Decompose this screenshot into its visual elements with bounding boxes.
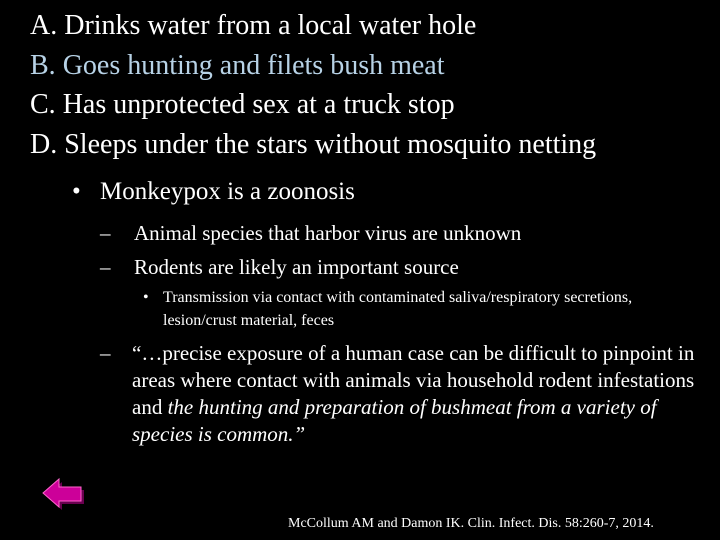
main-bullet-symbol: • <box>72 178 81 205</box>
option-b-text: Goes hunting and filets bush meat <box>55 49 445 81</box>
transmission-bullet <box>143 286 703 332</box>
sub-bullet-2 <box>100 250 521 284</box>
quote-bullet <box>100 340 710 448</box>
option-c-letter: C. <box>30 89 56 120</box>
option-b-letter: B. <box>30 49 56 81</box>
option-d-text: Sleeps under the stars without mosquito netting <box>57 128 597 160</box>
option-d-letter: D. <box>30 128 58 160</box>
sub-bullet-list <box>100 216 521 284</box>
sub-bullet-2-text: Rodents are likely an important source <box>134 255 459 279</box>
quote-text-plain: “…precise exposure of a human case can be difficult to pinpoint in areas where contact with animals via household rodent infestations and <box>132 341 695 419</box>
option-c <box>30 85 596 125</box>
transmission-bullet-symbol: • <box>143 289 149 306</box>
main-bullet-text: Monkeypox is a zoonosis <box>100 178 355 205</box>
sub-bullet-1-text: Animal species that harbor virus are unknown <box>134 221 522 245</box>
left-arrow-icon <box>40 476 88 514</box>
quote-text <box>100 340 710 448</box>
option-a-text: Drinks water from a local water hole <box>57 10 477 41</box>
sub-bullet-1-symbol: – <box>100 221 111 245</box>
back-button[interactable] <box>40 476 88 514</box>
quote-text-italic: the hunting and preparation of bushmeat from a variety of species is common.” <box>132 395 657 446</box>
transmission-bullet-text: Transmission via contact with contaminated saliva/respiratory secretions, lesion/crust material, feces <box>163 289 633 329</box>
sub-bullet-2-symbol: – <box>100 255 111 279</box>
sub-bullet-1 <box>100 216 521 250</box>
option-d <box>30 125 596 165</box>
option-b <box>30 46 596 86</box>
answer-options <box>30 6 596 164</box>
citation: McCollum AM and Damon IK. Clin. Infect. Dis. 58:260-7, 2014. <box>288 516 654 531</box>
quote-bullet-symbol: – <box>100 341 111 365</box>
main-bullet <box>72 175 355 209</box>
option-a <box>30 6 596 46</box>
option-a-letter: A. <box>30 10 58 41</box>
option-c-text: Has unprotected sex at a truck stop <box>55 89 455 120</box>
